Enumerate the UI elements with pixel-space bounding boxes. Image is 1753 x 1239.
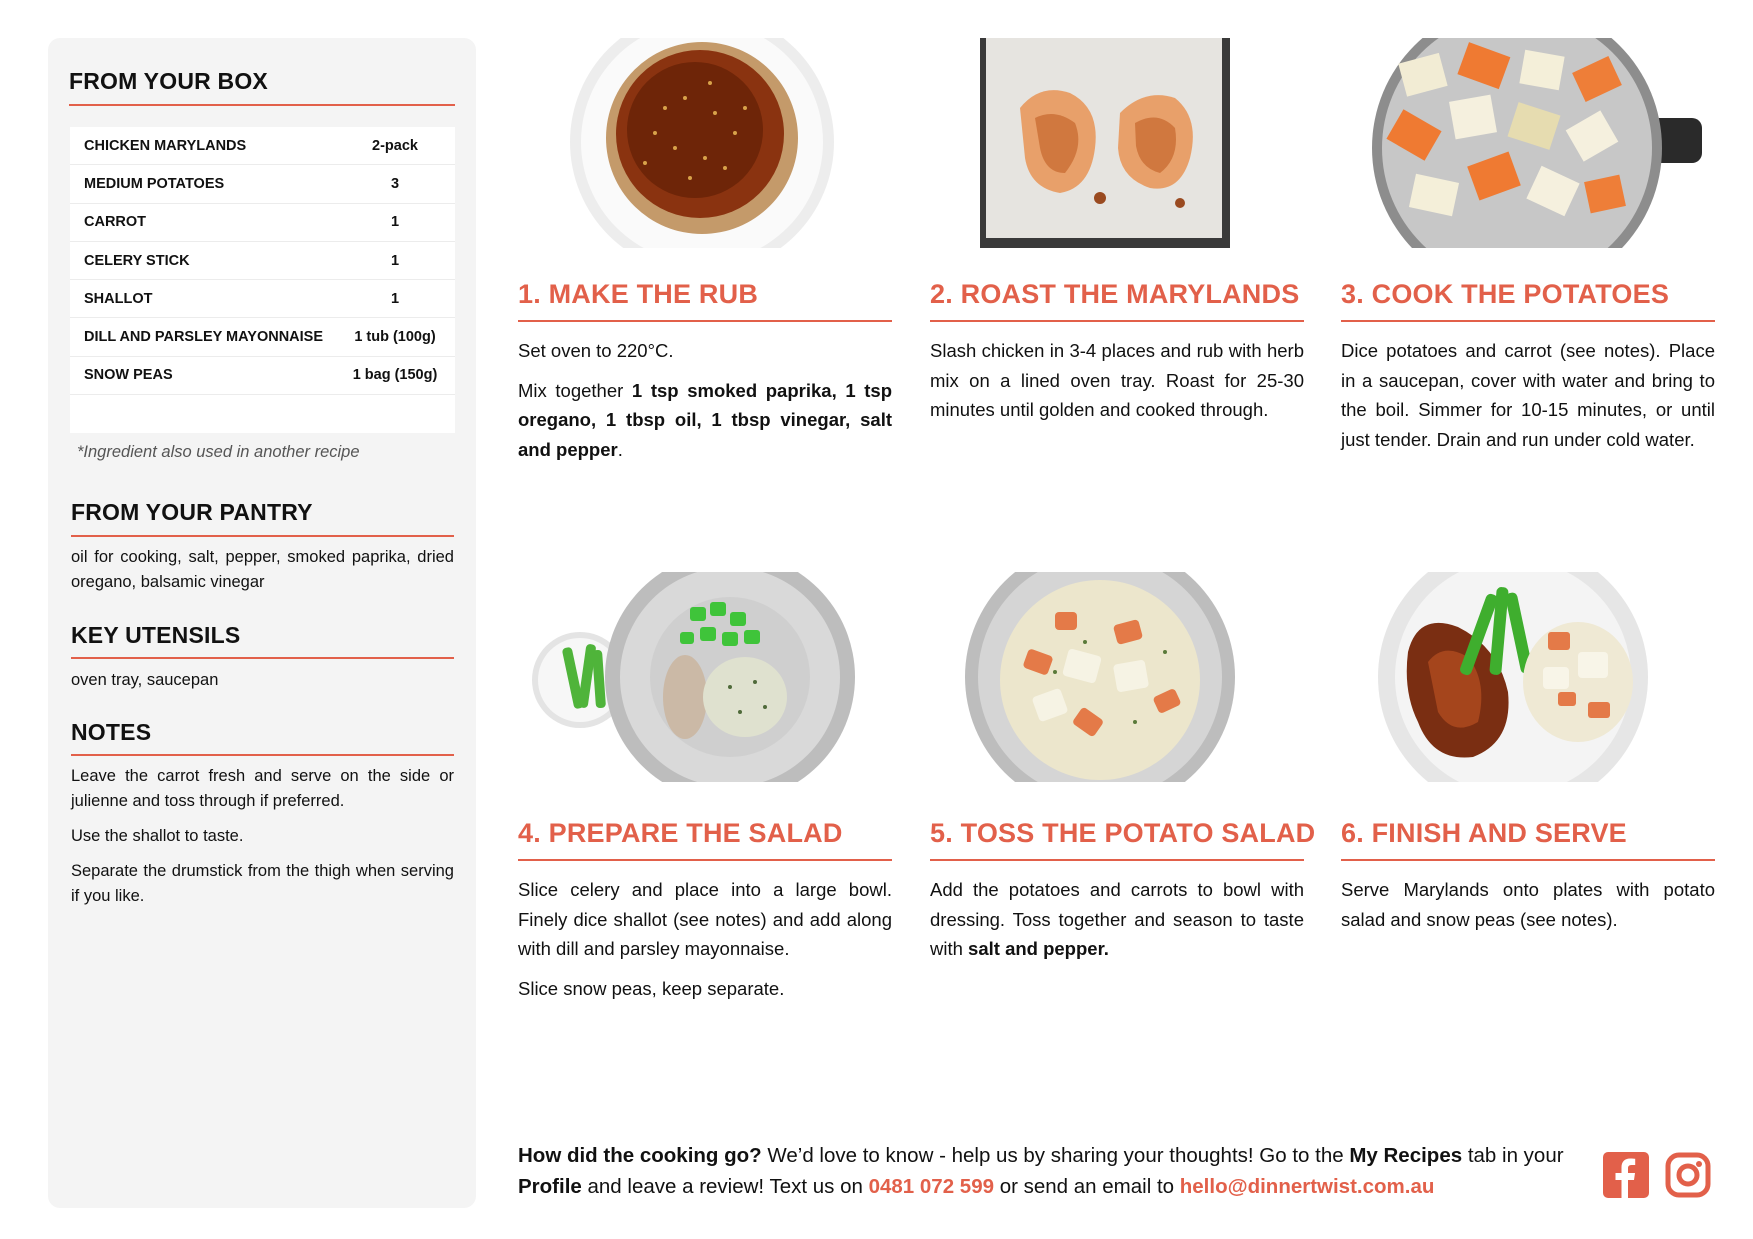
step-rule xyxy=(930,859,1304,861)
ingredient-table xyxy=(70,127,455,433)
pantry-heading: FROM YOUR PANTRY xyxy=(71,499,313,525)
step-1-para-2 xyxy=(518,376,892,465)
step-6-photo xyxy=(1378,572,1648,782)
ingredient-name: SHALLOT xyxy=(84,290,153,307)
step-4-photo xyxy=(530,572,870,782)
step-3-text xyxy=(1341,336,1715,464)
step-3-para-1: Dice potatoes and carrot (see notes). Place in a saucepan, cover with water and bring to the boil. Simmer for 10-15 minutes, or until just tender. Drain and run under cold water. xyxy=(1341,340,1715,450)
notes-list xyxy=(71,764,454,919)
heading-rule xyxy=(71,535,454,537)
my-recipes-label: My Recipes xyxy=(1349,1144,1463,1167)
email-link[interactable]: hello@dinnertwist.com.au xyxy=(1179,1175,1435,1198)
step-rule xyxy=(518,320,892,322)
utensils-text: oven tray, saucepan xyxy=(71,671,219,689)
ingredient-row xyxy=(70,280,455,318)
step-rule xyxy=(1341,859,1715,861)
ingredient-row xyxy=(70,204,455,242)
step-6-para-1: Serve Marylands onto plates with potato salad and snow peas (see notes). xyxy=(1341,879,1715,930)
ingredient-qty: 1 bag (150g) xyxy=(352,367,438,384)
bold-ingredients: 1 tsp smoked paprika, 1 tsp oregano, 1 tbsp oil, 1 tbsp vinegar, salt and pepper xyxy=(518,379,892,460)
step-2-title: 2. ROAST THE MARYLANDS xyxy=(930,279,1300,309)
ingredient-qty: 1 xyxy=(390,290,400,307)
ingredient-name: CELERY STICK xyxy=(84,252,190,269)
step-5-photo xyxy=(965,572,1235,782)
step-rule xyxy=(930,320,1304,322)
step-4-para-1: Slice celery and place into a large bowl. Finely dice shallot (see notes) and add along with dill and parsley mayonnaise. xyxy=(518,879,892,959)
step-rule xyxy=(518,859,892,861)
note-item: Use the shallot to taste. xyxy=(71,827,244,845)
ingredient-row xyxy=(70,127,455,165)
heading-rule xyxy=(71,754,454,756)
ingredient-qty: 1 tub (100g) xyxy=(354,329,436,346)
note-item: Leave the carrot fresh and serve on the side or julienne and toss through if preferred. xyxy=(71,767,454,810)
note-item: Separate the drumstick from the thigh when serving if you like. xyxy=(71,862,454,905)
text-span: Add the potatoes and carrots to bowl with dressing. Toss together and season to taste with xyxy=(930,879,1304,959)
ingredient-name: MEDIUM POTATOES xyxy=(84,175,225,192)
step-2-para-1: Slash chicken in 3-4 places and rub with herb mix on a lined oven tray. Roast for 25-30 minutes until golden and cooked through. xyxy=(930,340,1304,420)
ingredient-name: SNOW PEAS xyxy=(84,367,173,384)
instagram-icon[interactable] xyxy=(1665,1152,1711,1198)
ingredient-row xyxy=(70,357,455,395)
bold-seasoning: salt and pepper. xyxy=(968,938,1109,959)
step-2-text xyxy=(930,336,1304,435)
feedback-footer xyxy=(518,1140,1578,1202)
sidebar xyxy=(48,38,476,1208)
step-4-para-2: Slice snow peas, keep separate. xyxy=(518,977,785,999)
ingredient-qty: 2-pack xyxy=(372,137,418,154)
text-span: or send an email to xyxy=(994,1175,1180,1198)
ingredient-row xyxy=(70,318,455,356)
text-span: . xyxy=(617,438,623,460)
step-3-photo xyxy=(1362,38,1702,248)
heading-rule xyxy=(69,104,455,106)
ingredient-qty: 3 xyxy=(390,175,400,192)
step-3-title: 3. COOK THE POTATOES xyxy=(1341,279,1670,309)
step-1-title: 1. MAKE THE RUB xyxy=(518,279,759,309)
step-6-title: 6. FINISH AND SERVE xyxy=(1341,818,1627,848)
ingredient-name: CARROT xyxy=(84,214,147,231)
step-1-para-1: Set oven to 220°C. xyxy=(518,340,674,361)
text-span: tab in your xyxy=(1462,1144,1564,1167)
facebook-icon[interactable] xyxy=(1603,1152,1649,1198)
ingredient-row xyxy=(70,242,455,280)
from-your-box-heading: FROM YOUR BOX xyxy=(69,68,268,94)
step-rule xyxy=(1341,320,1715,322)
step-1-text xyxy=(518,336,892,474)
step-4-text xyxy=(518,875,892,1013)
step-6-text xyxy=(1341,875,1715,944)
ingredient-row xyxy=(70,165,455,203)
ingredient-qty: 1 xyxy=(390,252,400,269)
step-2-photo xyxy=(980,38,1230,248)
text-span: Mix together xyxy=(518,379,632,401)
feedback-question: How did the cooking go? xyxy=(518,1144,762,1167)
step-5-para-1 xyxy=(930,875,1304,964)
heading-rule xyxy=(71,657,454,659)
step-5-title: 5. TOSS THE POTATO SALAD xyxy=(930,818,1316,848)
text-span: and leave a review! Text us on xyxy=(581,1175,869,1198)
utensils-heading: KEY UTENSILS xyxy=(71,622,241,648)
profile-label: Profile xyxy=(518,1175,582,1198)
ingredient-footnote: *Ingredient also used in another recipe xyxy=(77,443,360,461)
text-span: We’d love to know - help us by sharing your thoughts! Go to the xyxy=(761,1144,1350,1167)
ingredient-name: CHICKEN MARYLANDS xyxy=(84,137,247,154)
step-1-photo xyxy=(555,38,855,248)
ingredient-name: DILL AND PARSLEY MAYONNAISE xyxy=(84,329,324,346)
phone-link[interactable]: 0481 072 599 xyxy=(868,1175,994,1198)
step-5-text xyxy=(930,875,1304,974)
notes-heading: NOTES xyxy=(71,719,152,745)
pantry-text: oil for cooking, salt, pepper, smoked paprika, dried oregano, balsamic vinegar xyxy=(71,548,454,591)
ingredient-qty: 1 xyxy=(390,214,400,231)
step-4-title: 4. PREPARE THE SALAD xyxy=(518,818,843,848)
